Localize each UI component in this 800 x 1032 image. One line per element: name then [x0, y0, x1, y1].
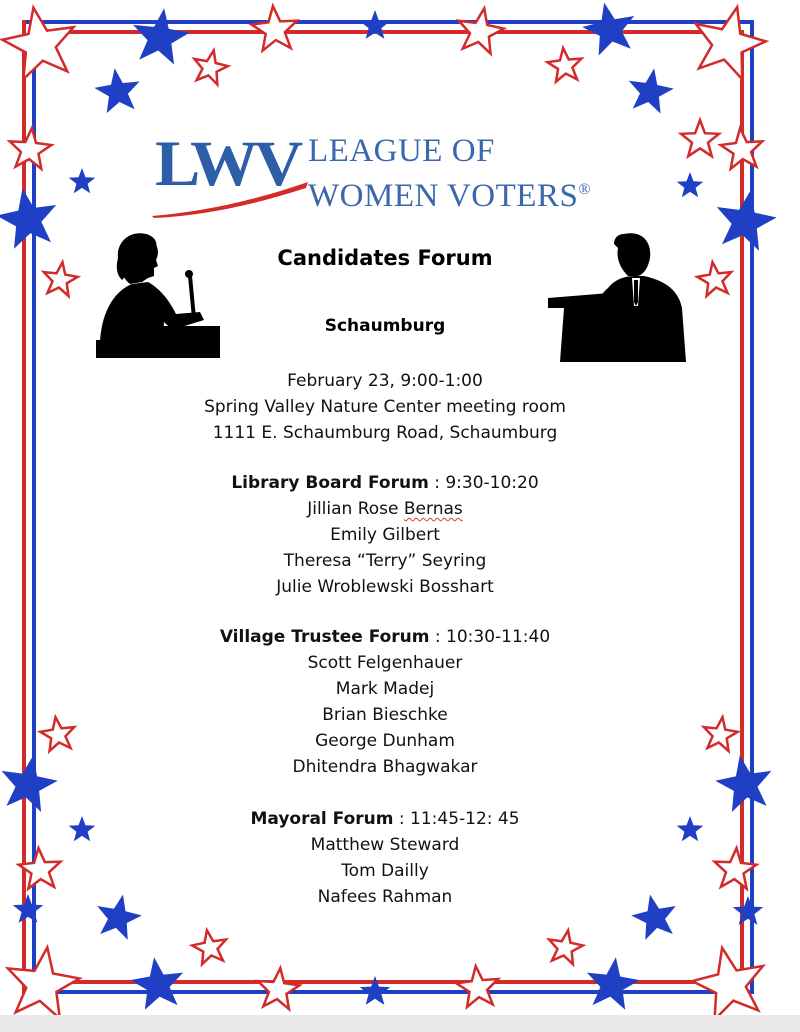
event-venue: Spring Valley Nature Center meeting room — [204, 397, 566, 417]
candidate-name: Jillian Rose Bernas — [307, 499, 463, 519]
forum-heading-village-trustee: Village Trustee Forum : 10:30-11:40 — [219, 627, 551, 647]
candidate-name: Matthew Steward — [310, 835, 460, 855]
event-date-time: February 23, 9:00-1:00 — [287, 371, 483, 391]
candidate-name: Julie Wroblewski Bosshart — [276, 577, 494, 597]
candidate-name: George Dunham — [315, 731, 455, 751]
event-place: Schaumburg — [324, 316, 446, 336]
candidate-name: Scott Felgenhauer — [307, 653, 463, 673]
event-address: 1111 E. Schaumburg Road, Schaumburg — [212, 423, 558, 443]
forum-heading-mayoral: Mayoral Forum : 11:45-12: 45 — [250, 809, 520, 829]
registered-mark: ® — [578, 181, 591, 198]
candidate-name: Brian Bieschke — [322, 705, 448, 725]
lwv-logo-letters: LWV — [155, 126, 300, 200]
candidate-name: Emily Gilbert — [330, 525, 440, 545]
candidate-name: Theresa “Terry” Seyring — [283, 551, 487, 571]
candidate-name: Mark Madej — [335, 679, 435, 699]
candidate-name: Tom Dailly — [341, 861, 429, 881]
candidate-name: Dhitendra Bhagwakar — [292, 757, 478, 777]
logo-line-1: LEAGUE OF — [308, 133, 495, 169]
red-swoosh-icon — [150, 178, 310, 218]
page-bottom-strip — [0, 1015, 800, 1032]
forum-heading-library-board: Library Board Forum : 9:30-10:20 — [231, 473, 539, 493]
logo-line-2: WOMEN VOTERS® — [308, 178, 591, 214]
event-title: Candidates Forum — [277, 246, 493, 270]
candidate-name: Nafees Rahman — [317, 887, 453, 907]
